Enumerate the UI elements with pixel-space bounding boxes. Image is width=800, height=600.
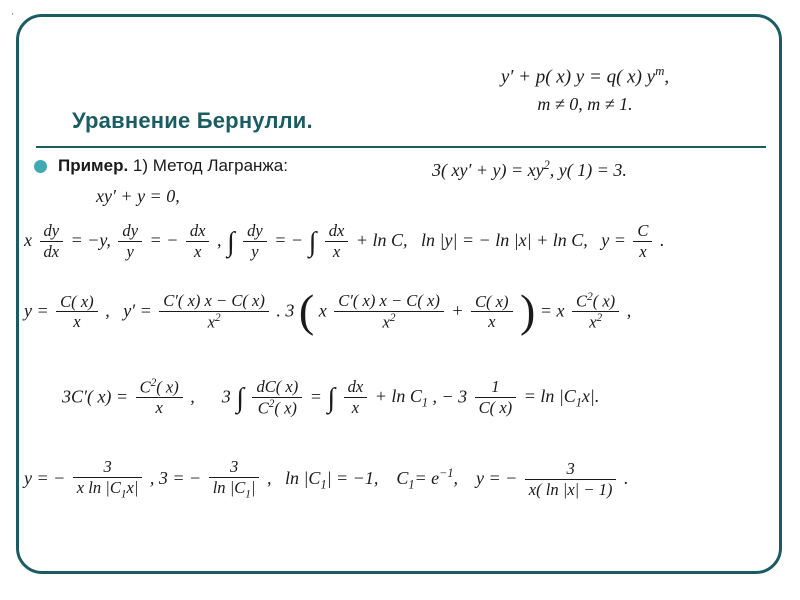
row3-p7-base: = ln |C bbox=[523, 386, 576, 407]
row2-frac4-den: x bbox=[488, 312, 496, 332]
row3-frac4-den: C( x) bbox=[478, 397, 513, 417]
header-equation-line2: m ≠ 0, m ≠ 1. bbox=[537, 93, 633, 114]
corner-mark: · bbox=[11, 9, 14, 19]
row1-frac-dy-dx bbox=[40, 221, 64, 261]
row4-p1: y = − bbox=[24, 468, 66, 489]
row3-p6: , − 3 bbox=[432, 386, 468, 407]
row4-p4 bbox=[284, 468, 379, 492]
row2-paren-close: ) bbox=[520, 285, 536, 337]
row4-p7: . bbox=[623, 468, 629, 489]
row3-frac1-num-exp: 2 bbox=[150, 377, 157, 389]
row4-frac1-den-sub: 1 bbox=[120, 487, 127, 500]
row4-p6: y = − bbox=[475, 468, 518, 489]
row4-p5-tail: = e bbox=[414, 468, 440, 489]
row2-frac3-den-base: x bbox=[382, 312, 390, 332]
row2-frac2-den-exp: 2 bbox=[214, 311, 221, 324]
row3-frac1-num-base: C bbox=[139, 377, 151, 397]
example-sub-equation: xy′ + y = 0, bbox=[96, 186, 180, 206]
row2-p3: y′ = bbox=[123, 300, 152, 321]
header-equation-line1-tail: , bbox=[664, 66, 670, 88]
row1-frac-dy-y bbox=[118, 221, 142, 261]
row2-frac1-den: x bbox=[73, 312, 81, 332]
row2-frac-Cx-x-2 bbox=[471, 292, 513, 332]
row3-frac4-num: 1 bbox=[475, 377, 517, 398]
row2-frac3-den bbox=[334, 312, 444, 332]
row4-frac3-den: x( ln |x| − 1) bbox=[528, 479, 613, 499]
row1-frac5-num: dx bbox=[325, 221, 349, 242]
row4-frac-3-xlnx1 bbox=[525, 459, 617, 499]
row3-p3: 3 bbox=[221, 386, 231, 407]
row4-frac3-num: 3 bbox=[525, 459, 617, 480]
row2-frac-C2x-x2 bbox=[572, 291, 619, 332]
row4-frac2-den-tail: | bbox=[250, 477, 256, 497]
example-bullet-row bbox=[34, 156, 288, 176]
row3-frac2-den-exp: 2 bbox=[268, 397, 275, 410]
row3-p5-base: + ln C bbox=[374, 386, 422, 407]
row2-p4: . 3 bbox=[276, 300, 295, 321]
row2-frac-derivative-2 bbox=[334, 291, 444, 332]
row2-frac3-num: C′( x) x − C( x) bbox=[334, 291, 444, 312]
row1-frac3-den: x bbox=[193, 241, 202, 261]
row4-frac2-num: 3 bbox=[209, 457, 260, 478]
row1-frac2-num: dy bbox=[118, 221, 142, 242]
title-divider bbox=[36, 146, 766, 148]
row3-frac2-den-tail: ( x) bbox=[274, 398, 297, 418]
header-equation-line1-exponent: m bbox=[655, 63, 665, 78]
row4-frac-3-xlnC1x bbox=[73, 457, 143, 501]
row3-p5 bbox=[374, 386, 428, 411]
row1-p3: = − bbox=[149, 230, 179, 251]
example-label-bold: Пример. bbox=[58, 156, 129, 175]
row2-frac5-num-tail: ( x) bbox=[592, 291, 616, 311]
row2-frac1-num: C( x) bbox=[56, 292, 98, 313]
row1-frac-int-dx-x bbox=[325, 221, 349, 261]
math-row-3 bbox=[62, 378, 599, 419]
row2-frac2-num: C′( x) x − C( x) bbox=[159, 291, 269, 312]
row4-frac2-den-sub: 1 bbox=[245, 487, 251, 500]
row2-frac5-num-exp: 2 bbox=[587, 291, 593, 303]
row3-p2: , bbox=[190, 386, 195, 407]
row3-p7-sub: 1 bbox=[575, 396, 582, 411]
row1-frac6-num: C bbox=[633, 221, 652, 242]
row3-frac-1-Cx bbox=[475, 377, 517, 417]
row2-paren-open: ( bbox=[298, 285, 315, 337]
row4-p4-tail: | = −1, bbox=[326, 468, 379, 489]
row4-p5-sup: −1 bbox=[439, 466, 454, 481]
row3-frac2-den bbox=[252, 398, 302, 418]
row1-frac4-num: dy bbox=[243, 221, 267, 242]
row2-frac5-den-exp: 2 bbox=[596, 312, 603, 325]
row4-frac1-num: 3 bbox=[73, 457, 143, 478]
row2-p2: , bbox=[105, 300, 110, 321]
row2-frac3-den-exp: 2 bbox=[389, 311, 396, 324]
row4-p4-sub: 1 bbox=[320, 477, 327, 492]
row3-integral-1: ∫ bbox=[236, 383, 244, 415]
row4-p5-end: , bbox=[453, 468, 458, 489]
row2-frac5-num-base: C bbox=[576, 291, 588, 311]
row1-frac-C-x bbox=[633, 221, 652, 261]
row4-p5-sub: 1 bbox=[408, 477, 415, 492]
row2-p7: = x bbox=[539, 300, 565, 321]
row1-p7: ln |y| = − ln |x| + ln C, bbox=[421, 230, 588, 251]
row4-p2: , 3 = − bbox=[149, 468, 202, 489]
row4-frac1-den-tail: x| bbox=[126, 477, 139, 497]
row2-frac5-num bbox=[572, 291, 619, 312]
row2-frac5-den bbox=[572, 312, 619, 332]
row3-frac-dCx-C2x bbox=[252, 377, 302, 418]
row2-p1: y = bbox=[24, 300, 49, 321]
row1-p9: . bbox=[659, 230, 665, 251]
row2-frac2-den-base: x bbox=[207, 312, 215, 332]
row3-p1: 3C′( x) = bbox=[62, 386, 129, 407]
row3-frac3-den: x bbox=[351, 397, 360, 417]
example-label-rest: 1) Метод Лагранжа: bbox=[128, 156, 288, 175]
row1-integral-1: ∫ bbox=[226, 226, 235, 258]
row4-p5-base: C bbox=[396, 468, 409, 489]
row1-p5: = − bbox=[274, 230, 304, 251]
row2-frac-derivative bbox=[159, 291, 269, 332]
header-equation bbox=[420, 62, 750, 117]
row3-frac1-num bbox=[136, 377, 183, 398]
row4-frac2-den bbox=[209, 478, 260, 502]
header-equation-line1 bbox=[420, 62, 750, 91]
row1-frac1-den: dx bbox=[43, 241, 60, 261]
row1-p6: + ln C, bbox=[355, 230, 408, 251]
row3-frac-C2x-x bbox=[136, 377, 183, 418]
example-label bbox=[58, 156, 288, 176]
math-row-2 bbox=[24, 285, 632, 337]
row1-frac5-den: x bbox=[332, 241, 341, 261]
row2-frac5-den-base: x bbox=[589, 312, 597, 332]
page-title: Уравнение Бернулли. bbox=[72, 108, 313, 133]
row3-p5-sub: 1 bbox=[421, 396, 428, 411]
header-equation-line1-text: y′ + p( x) y = q( x) y bbox=[500, 66, 656, 88]
math-row-4 bbox=[24, 458, 628, 502]
row3-integral-2: ∫ bbox=[327, 383, 336, 415]
row1-frac1-num: dy bbox=[40, 221, 64, 242]
row4-p4-base: ln |C bbox=[284, 468, 321, 489]
row1-integral-2: ∫ bbox=[308, 226, 317, 258]
row3-frac1-num-tail: ( x) bbox=[156, 377, 179, 397]
row4-frac1-den bbox=[73, 478, 143, 502]
row1-frac3-num: dx bbox=[186, 221, 210, 242]
row2-frac2-den bbox=[159, 312, 269, 332]
example-equation-tail: , y( 1) = 3. bbox=[549, 160, 627, 180]
bullet-icon bbox=[34, 160, 47, 173]
row4-p5 bbox=[396, 466, 458, 492]
row3-p7-tail: x|. bbox=[581, 386, 600, 407]
row2-frac4-num: C( x) bbox=[471, 292, 513, 313]
row1-frac2-den: y bbox=[126, 241, 134, 261]
row3-frac3-num: dx bbox=[344, 377, 368, 398]
math-row-1 bbox=[24, 222, 664, 262]
row4-p3: , bbox=[266, 468, 272, 489]
row4-frac2-den-base: ln |C bbox=[212, 477, 246, 497]
row3-frac2-num: dC( x) bbox=[252, 377, 302, 398]
row3-p4: = bbox=[309, 386, 322, 407]
row1-frac-int-dy-y bbox=[243, 221, 267, 261]
row1-x: x bbox=[24, 230, 32, 251]
row3-frac1-den: x bbox=[155, 398, 163, 418]
row1-frac6-den: x bbox=[639, 241, 647, 261]
row3-frac2-den-base: C bbox=[257, 398, 269, 418]
row3-p7 bbox=[523, 386, 600, 411]
row1-p4: , bbox=[216, 230, 222, 251]
row2-p5: x bbox=[318, 300, 327, 321]
row2-frac-Cx-x bbox=[56, 292, 98, 332]
example-equation-exponent: 2 bbox=[543, 158, 550, 172]
row3-frac-dx-x bbox=[344, 377, 368, 417]
row1-frac4-den: y bbox=[251, 241, 259, 261]
row2-p6: + bbox=[451, 300, 464, 321]
row1-frac-dx-x bbox=[186, 221, 210, 261]
row1-p2: = −y, bbox=[70, 230, 111, 251]
row1-p8: y = bbox=[601, 230, 626, 251]
row4-frac-3-lnC1 bbox=[209, 457, 260, 501]
example-equation bbox=[432, 158, 627, 181]
example-equation-main: 3( xy′ + y) = xy bbox=[432, 160, 544, 180]
row2-p8: , bbox=[626, 300, 632, 321]
row4-frac1-den-base: x ln |C bbox=[76, 477, 121, 497]
